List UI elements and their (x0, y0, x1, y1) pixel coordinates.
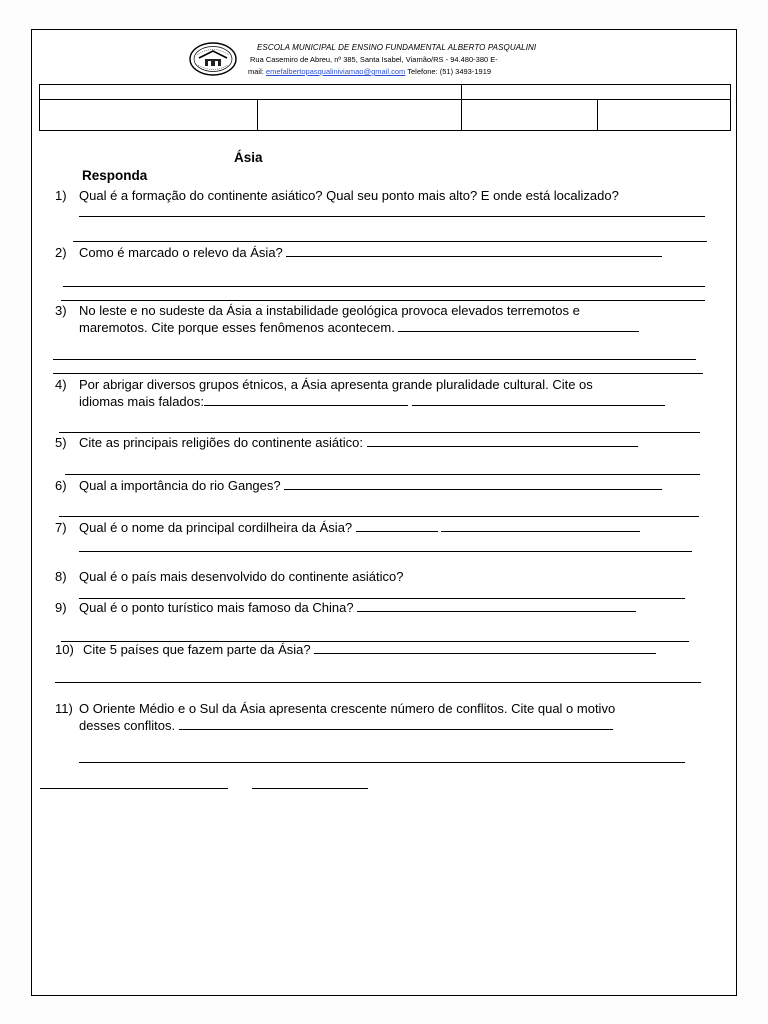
question-number: 7) (55, 520, 67, 535)
question-number: 4) (55, 377, 67, 392)
worksheet-page (31, 29, 737, 996)
school-name: ESCOLA MUNICIPAL DE ENSINO FUNDAMENTAL ALBERTO PASQUALINI (257, 43, 537, 52)
question-text (79, 319, 639, 336)
question-text (79, 393, 665, 410)
question-text-content: Qual a importância do rio Ganges? (79, 478, 281, 493)
email-prefix: mail: (248, 67, 266, 76)
school-contact (248, 67, 491, 76)
question-text: Qual é o país mais desenvolvido do continente asiático? (79, 569, 404, 584)
question-number: 11) (55, 701, 73, 716)
question-text-content: Cite 5 países que fazem parte da Ásia? (83, 642, 311, 657)
answer-line[interactable] (55, 682, 701, 683)
question-number: 1) (55, 188, 67, 203)
school-logo (188, 41, 238, 77)
answer-line[interactable] (79, 551, 692, 552)
question-text-content: desses conflitos. (79, 718, 176, 733)
info-cell[interactable] (461, 85, 730, 100)
question-text (79, 717, 613, 734)
question-text-content: Qual é o nome da principal cordilheira da Ásia? (79, 520, 353, 535)
info-cell[interactable] (258, 100, 462, 131)
answer-line[interactable] (79, 216, 705, 217)
answer-fill[interactable] (367, 434, 638, 447)
question-text (79, 477, 662, 494)
question-number: 2) (55, 245, 67, 260)
question-text (79, 244, 662, 261)
question-number: 9) (55, 600, 67, 615)
answer-fill[interactable] (204, 393, 408, 406)
answer-line[interactable] (59, 516, 699, 517)
answer-fill[interactable] (314, 641, 656, 654)
answer-fill[interactable] (179, 717, 613, 730)
question-text: Por abrigar diversos grupos étnicos, a Ásia apresenta grande pluralidade cultural. Cite os (79, 377, 593, 392)
answer-fill[interactable] (284, 477, 662, 490)
question-number: 3) (55, 303, 67, 318)
question-number: 10) (55, 642, 74, 657)
school-address: Rua Casemiro de Abreu, nº 385, Santa Isabel, Viamão/RS - 94.480-380 E- (250, 55, 498, 64)
question-text-content: Qual é o ponto turístico mais famoso da China? (79, 600, 354, 615)
info-cell[interactable] (461, 100, 597, 131)
answer-line[interactable] (65, 474, 700, 475)
question-text-content: maremotos. Cite porque esses fenômenos acontecem. (79, 320, 395, 335)
student-info-table (39, 84, 731, 131)
question-text: No leste e no sudeste da Ásia a instabilidade geológica provoca elevados terremotos e (79, 303, 580, 318)
question-number: 5) (55, 435, 67, 450)
page-title: Ásia (234, 150, 263, 165)
school-email-link[interactable]: emefalbertopasqualiniviamao@gmail.com (265, 67, 406, 76)
question-number: 8) (55, 569, 67, 584)
info-cell[interactable] (40, 85, 462, 100)
answer-fill[interactable] (412, 393, 665, 406)
question-text (83, 641, 656, 658)
question-text (79, 519, 640, 536)
answer-line[interactable] (61, 300, 705, 301)
question-text: O Oriente Médio e o Sul da Ásia apresenta crescente número de conflitos. Cite qual o motivo (79, 701, 616, 716)
answer-fill[interactable] (398, 319, 639, 332)
question-text (79, 599, 636, 616)
answer-fill[interactable] (286, 244, 662, 257)
answer-line[interactable] (79, 762, 685, 763)
info-cell[interactable] (40, 100, 258, 131)
answer-line[interactable] (252, 788, 368, 789)
question-text: Qual é a formação do continente asiático? Qual seu ponto mais alto? E onde está localizado? (79, 188, 619, 203)
answer-line[interactable] (53, 373, 703, 374)
question-text-content: Como é marcado o relevo da Ásia? (79, 245, 283, 260)
answer-fill[interactable] (441, 519, 640, 532)
answer-line[interactable] (63, 286, 705, 287)
question-text (79, 434, 638, 451)
school-phone: Telefone: (51) 3493-1919 (405, 67, 492, 76)
question-text-content: idiomas mais falados: (79, 394, 204, 409)
info-cell[interactable] (597, 100, 730, 131)
answer-line[interactable] (59, 432, 700, 433)
answer-line[interactable] (73, 241, 707, 242)
answer-line[interactable] (53, 359, 696, 360)
answer-line[interactable] (40, 788, 228, 789)
answer-fill[interactable] (356, 519, 438, 532)
question-text-content: Cite as principais religiões do continente asiático: (79, 435, 363, 450)
answer-fill[interactable] (357, 599, 636, 612)
question-number: 6) (55, 478, 67, 493)
page-subtitle: Responda (82, 168, 148, 183)
